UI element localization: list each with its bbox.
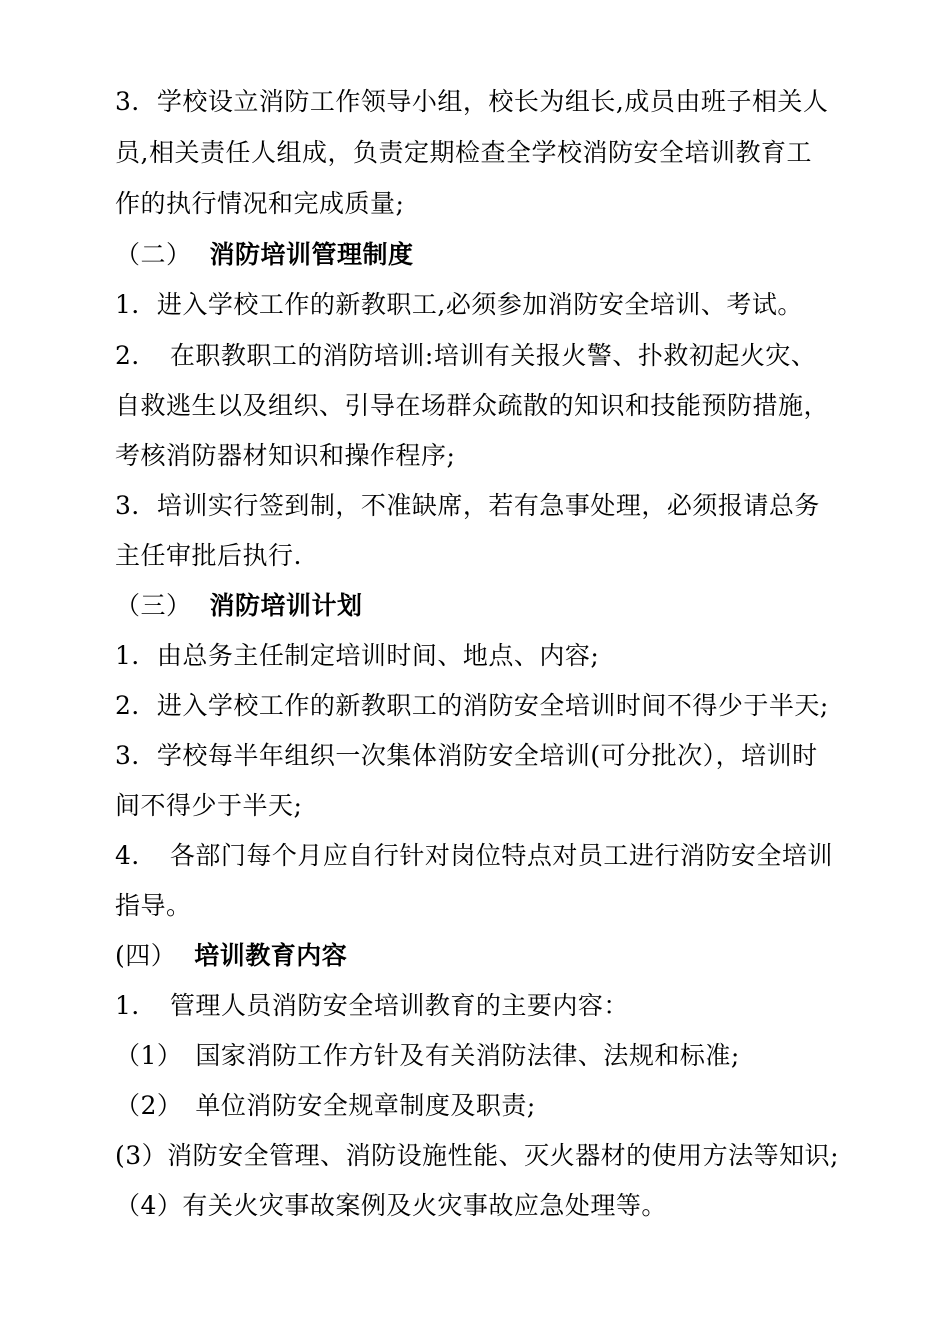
list-item: （2） 单位消防安全规章制度及职责; xyxy=(115,1091,536,1120)
list-item: （1） 国家消防工作方针及有关消防法律、法规和标准; xyxy=(115,1041,740,1070)
paragraph-line: 间不得少于半天; xyxy=(115,791,303,820)
section-number: (四） xyxy=(115,941,177,970)
section-title: 消防培训管理制度 xyxy=(209,240,414,269)
paragraph-line: 主任审批后执行. xyxy=(115,541,302,570)
list-item: (3）消防安全管理、消防设施性能、灭火器材的使用方法等知识; xyxy=(115,1141,840,1170)
paragraph-line: 指导。 xyxy=(115,891,192,920)
section-heading xyxy=(115,938,347,974)
paragraph-line: 3．学校设立消防工作领导小组，校长为组长,成员由班子相关人 xyxy=(115,87,829,116)
paragraph-line: 1． 管理人员消防安全培训教育的主要内容： xyxy=(115,991,629,1020)
paragraph-line: 员,相关责任人组成，负责定期检查全学校消防安全培训教育工 xyxy=(115,138,812,167)
paragraph-line: 2．进入学校工作的新教职工的消防安全培训时间不得少于半天; xyxy=(115,691,829,720)
list-item: （4）有关火灾事故案例及火灾事故应急处理等。 xyxy=(115,1191,667,1220)
section-number: （二） xyxy=(115,240,192,269)
paragraph-line: 作的执行情况和完成质量; xyxy=(115,189,405,218)
section-title: 培训教育内容 xyxy=(194,941,348,970)
paragraph-line: 2． 在职教职工的消防培训:培训有关报火警、扑救初起火灾、 xyxy=(115,341,817,370)
paragraph-line: 1．进入学校工作的新教职工,必须参加消防安全培训、考试。 xyxy=(115,290,803,319)
section-title: 消防培训计划 xyxy=(209,591,363,620)
paragraph-line: 自救逃生以及组织、引导在场群众疏散的知识和技能预防措施， xyxy=(115,391,830,420)
paragraph-line: 4． 各部门每个月应自行针对岗位特点对员工进行消防安全培训 xyxy=(115,841,833,870)
section-number: （三） xyxy=(115,591,192,620)
paragraph-line: 3．培训实行签到制，不准缺席，若有急事处理，必须报请总务 xyxy=(115,491,820,520)
section-heading xyxy=(115,588,363,624)
paragraph-line: 3．学校每半年组织一次集体消防安全培训(可分批次），培训时 xyxy=(115,741,818,770)
paragraph-line: 1．由总务主任制定培训时间、地点、内容; xyxy=(115,641,600,670)
section-heading xyxy=(115,237,414,273)
paragraph-line: 考核消防器材知识和操作程序; xyxy=(115,441,456,470)
